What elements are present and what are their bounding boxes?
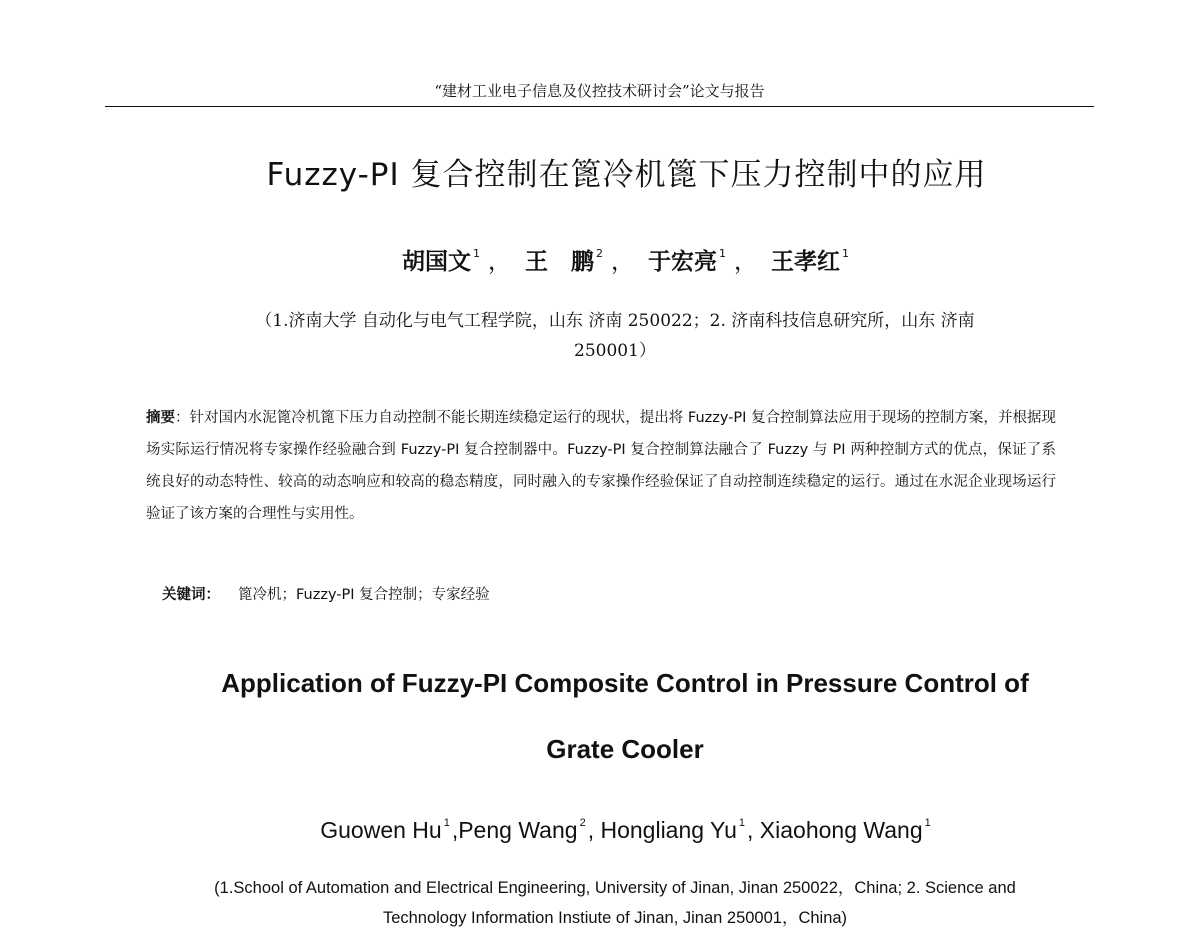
title-line: Grate Cooler bbox=[546, 734, 704, 764]
author-name: Peng Wang bbox=[458, 817, 578, 843]
affiliation-mark: 2 bbox=[595, 247, 603, 260]
affiliation-line: 250001） bbox=[574, 341, 656, 361]
author-name: 于宏亮 bbox=[648, 249, 717, 275]
affiliations-cn bbox=[150, 306, 1080, 366]
author-separator: ， bbox=[610, 249, 634, 275]
abstract-label: 摘要 bbox=[146, 410, 176, 426]
keywords-cn bbox=[162, 580, 1042, 610]
affiliation-line: （1.济南大学 自动化与电气工程学院，山东 济南 250022；2. 济南科技信息研究所，山东 济南 bbox=[255, 311, 975, 331]
keywords-text: 篦冷机；Fuzzy-PI 复合控制；专家经验 bbox=[238, 587, 490, 603]
paper-title-en bbox=[150, 650, 1100, 782]
paper-title-cn: Fuzzy-PI 复合控制在篦冷机篦下压力控制中的应用 bbox=[266, 157, 987, 193]
abstract-colon: ： bbox=[175, 410, 190, 426]
author-separator: , bbox=[587, 817, 601, 843]
author-name: Hongliang Yu bbox=[600, 817, 737, 843]
author-list-en bbox=[0, 803, 1200, 850]
affiliation-mark: 1 bbox=[842, 247, 850, 260]
header-divider bbox=[105, 106, 1094, 107]
affiliation-mark: 1 bbox=[443, 817, 450, 829]
author-separator: , bbox=[747, 817, 760, 843]
affiliation-mark: 2 bbox=[579, 817, 586, 829]
keywords-label: 关键词： bbox=[162, 587, 220, 603]
affiliation-mark: 1 bbox=[738, 817, 746, 829]
affiliation-mark: 1 bbox=[719, 247, 726, 260]
title-line: Application of Fuzzy-PI Composite Control in Pressure Control of bbox=[221, 668, 1029, 698]
affiliation-line: (1.School of Automation and Electrical Engineering, University of Jinan, Jinan 250022，China; 2. Science and bbox=[214, 879, 1016, 897]
author-separator: ， bbox=[487, 249, 511, 275]
author-name: Guowen Hu bbox=[320, 817, 442, 843]
author-name: Xiaohong Wang bbox=[759, 817, 923, 843]
author-name: 胡国文 bbox=[401, 249, 471, 275]
affiliation-mark: 1 bbox=[924, 817, 931, 829]
author-separator: ， bbox=[734, 249, 757, 275]
author-name: 王 鹏 bbox=[524, 249, 594, 275]
affiliation-line: Technology Information Instiute of Jinan, Jinan 250001，China) bbox=[382, 909, 848, 927]
author-list-cn bbox=[0, 234, 1200, 282]
abstract-text: 针对国内水泥篦冷机篦下压力自动控制不能长期连续稳定运行的现状，提出将 Fuzzy-PI 复合控制算法应用于现场的控制方案，并根据现场实际运行情况将专家操作经验融合到 Fuzzy-PI 复合控制器中。Fuzzy-PI 复合控制算法融合了 Fuzzy 与 PI 两种控制方式的优点，保证了系统良好的动态特性、较高的动态响应和较高的稳态精度，同时融入的专家操作经验保证了自动控制连续稳定的运行。通过在水泥企业现场运行验证了该方案的合理性与实用性。 bbox=[146, 410, 1057, 522]
author-name: 王孝红 bbox=[771, 249, 841, 275]
affiliation-mark: 1 bbox=[472, 247, 480, 260]
abstract-cn bbox=[146, 402, 1056, 530]
running-header: “建材工业电子信息及仪控技术研讨会”论文与报告 bbox=[434, 82, 765, 100]
affiliations-en bbox=[120, 873, 1110, 933]
author-separator: , bbox=[451, 817, 459, 843]
